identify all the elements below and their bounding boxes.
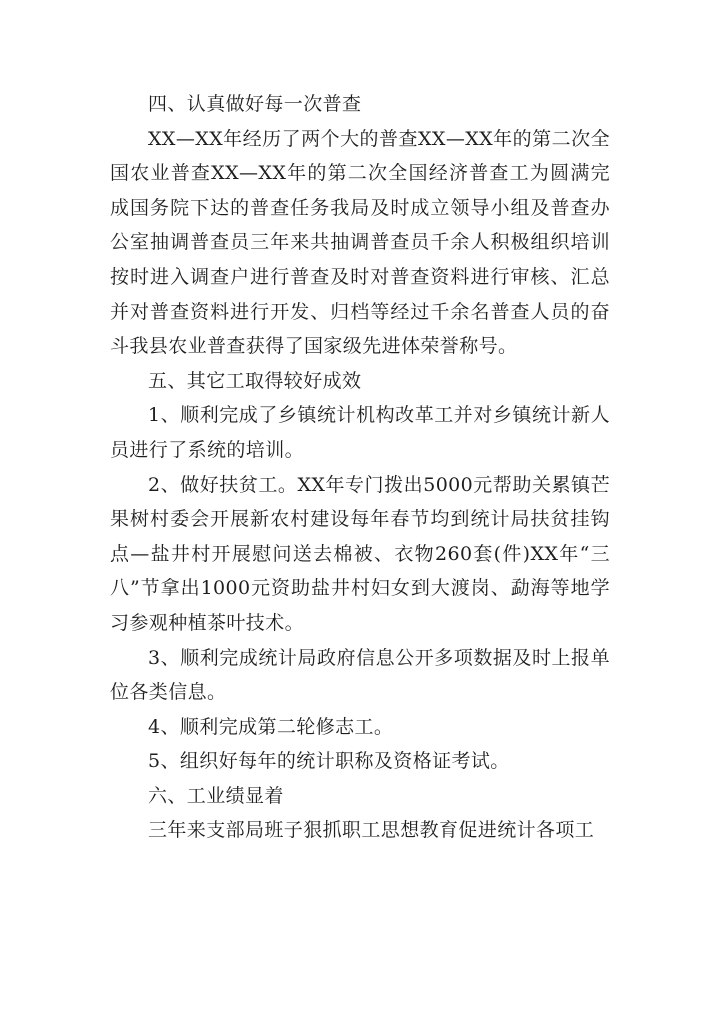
document-body (110, 87, 610, 848)
list-item-2: 2、做好扶贫工。XX年专门拨出5000元帮助关累镇芒果树村委会开展新农村建设每年春节均到统计局扶贫挂钩点—盐井村开展慰问送去棉被、衣物260套(件)XX年“三八”节拿出1000元资助盐井村妇女到大渡岗、勐海等地学习参观种植茶叶技术。 (110, 473, 610, 634)
list-item-4: 4、顺利完成第二轮修志工。 (148, 715, 394, 738)
paragraph-census: XX—XX年经历了两个大的普查XX—XX年的第二次全国农业普查XX—XX年的第二次全国经济普查工为圆满完成国务院下达的普查任务我局及时成立领导小组及普查办公室抽调普查员三年来共抽调普查员千余人积极组织培训按时进入调查户进行普查及时对普查资料进行审核、汇总并对普查资料进行开发、归档等经过千余名普查人员的奋斗我县农业普查获得了国家级先进体荣誉称号。 (110, 127, 610, 358)
paragraph-achievements: 三年来支部局班子狠抓职工思想教育促进统计各项工 (148, 819, 595, 842)
section-heading-5: 五、其它工取得较好成效 (148, 369, 362, 392)
section-heading-4: 四、认真做好每一次普查 (148, 93, 362, 115)
list-item-5: 5、组织好每年的统计职称及资格证考试。 (148, 750, 510, 773)
list-item-3: 3、顺利完成统计局政府信息公开多项数据及时上报单位各类信息。 (110, 646, 610, 704)
list-item-1: 1、顺利完成了乡镇统计机构改革工并对乡镇统计新人员进行了系统的培训。 (110, 404, 610, 461)
section-heading-6: 六、工业绩显着 (148, 784, 284, 807)
